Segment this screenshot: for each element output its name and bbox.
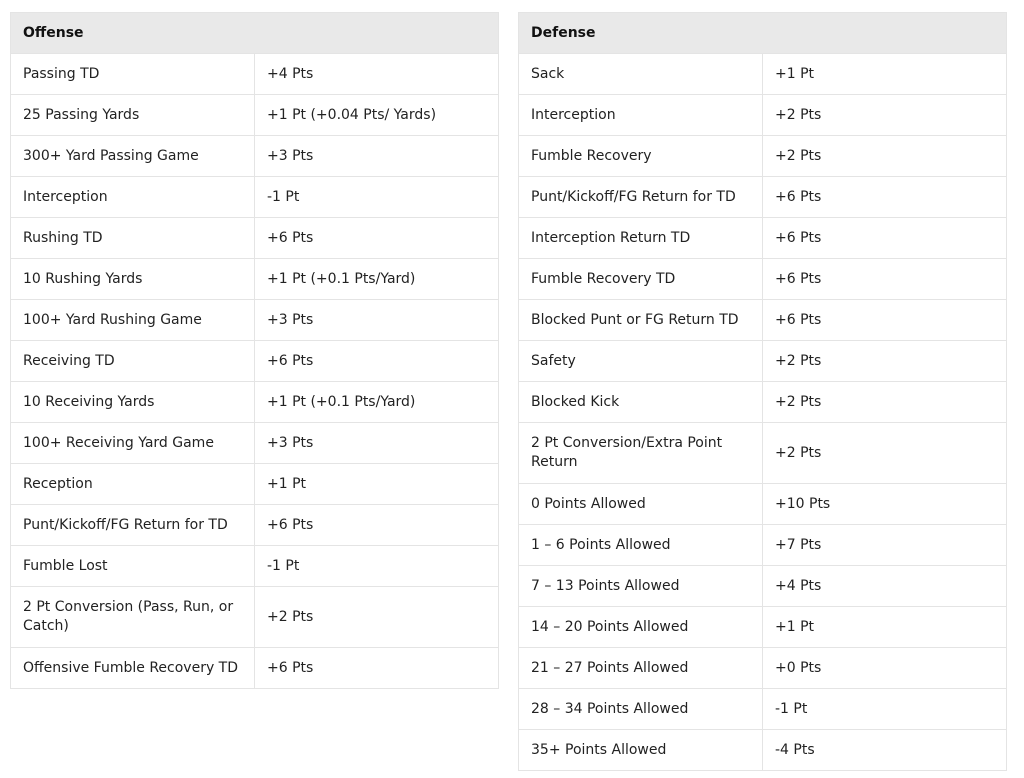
offense-header: Offense xyxy=(11,13,499,54)
stat-points: +6 Pts xyxy=(763,259,1007,300)
table-row xyxy=(11,382,499,423)
stat-points: +4 Pts xyxy=(255,54,499,95)
table-row xyxy=(519,484,1007,525)
stat-label: 1 – 6 Points Allowed xyxy=(519,525,763,566)
stat-label: Punt/Kickoff/FG Return for TD xyxy=(11,505,255,546)
table-row xyxy=(519,648,1007,689)
stat-points: -1 Pt xyxy=(255,546,499,587)
stat-label: 7 – 13 Points Allowed xyxy=(519,566,763,607)
stat-label: 35+ Points Allowed xyxy=(519,730,763,771)
table-row xyxy=(519,525,1007,566)
stat-points: +6 Pts xyxy=(255,218,499,259)
table-row xyxy=(519,177,1007,218)
stat-points: +2 Pts xyxy=(763,382,1007,423)
stat-label: 100+ Yard Rushing Game xyxy=(11,300,255,341)
stat-points: +1 Pt xyxy=(763,607,1007,648)
stat-points: +1 Pt xyxy=(763,54,1007,95)
table-row xyxy=(11,546,499,587)
stat-points: +3 Pts xyxy=(255,136,499,177)
table-row xyxy=(519,136,1007,177)
stat-label: Punt/Kickoff/FG Return for TD xyxy=(519,177,763,218)
stat-label: Passing TD xyxy=(11,54,255,95)
stat-label: 14 – 20 Points Allowed xyxy=(519,607,763,648)
stat-points: +1 Pt (+0.1 Pts/Yard) xyxy=(255,382,499,423)
table-row xyxy=(11,423,499,464)
table-row xyxy=(519,566,1007,607)
table-row xyxy=(519,382,1007,423)
stat-label: 2 Pt Conversion/Extra Point Return xyxy=(519,423,763,484)
stat-label: Fumble Lost xyxy=(11,546,255,587)
stat-points: +6 Pts xyxy=(763,177,1007,218)
defense-header: Defense xyxy=(519,13,1007,54)
table-row xyxy=(519,259,1007,300)
stat-points: +10 Pts xyxy=(763,484,1007,525)
stat-points: +6 Pts xyxy=(255,505,499,546)
stat-points: +7 Pts xyxy=(763,525,1007,566)
stat-points: +3 Pts xyxy=(255,423,499,464)
stat-label: Sack xyxy=(519,54,763,95)
stat-label: Offensive Fumble Recovery TD xyxy=(11,648,255,689)
defense-table xyxy=(518,12,1007,771)
stat-points: +6 Pts xyxy=(763,300,1007,341)
stat-points: +6 Pts xyxy=(763,218,1007,259)
offense-header-row xyxy=(11,13,499,54)
table-row xyxy=(11,177,499,218)
table-row xyxy=(519,607,1007,648)
table-row xyxy=(11,54,499,95)
stat-points: +1 Pt xyxy=(255,464,499,505)
table-row xyxy=(519,95,1007,136)
stat-label: 10 Receiving Yards xyxy=(11,382,255,423)
stat-points: -1 Pt xyxy=(255,177,499,218)
stat-label: Fumble Recovery xyxy=(519,136,763,177)
stat-points: +4 Pts xyxy=(763,566,1007,607)
stat-label: Interception xyxy=(11,177,255,218)
table-row xyxy=(519,54,1007,95)
stat-points: +1 Pt (+0.04 Pts/ Yards) xyxy=(255,95,499,136)
table-row xyxy=(11,464,499,505)
stat-label: Safety xyxy=(519,341,763,382)
table-row xyxy=(11,95,499,136)
table-row xyxy=(519,423,1007,484)
table-row xyxy=(11,341,499,382)
stat-label: Receiving TD xyxy=(11,341,255,382)
stat-label: 28 – 34 Points Allowed xyxy=(519,689,763,730)
stat-points: +2 Pts xyxy=(763,95,1007,136)
stat-label: 10 Rushing Yards xyxy=(11,259,255,300)
stat-label: Blocked Punt or FG Return TD xyxy=(519,300,763,341)
stat-label: Reception xyxy=(11,464,255,505)
stat-label: 2 Pt Conversion (Pass, Run, or Catch) xyxy=(11,587,255,648)
stat-points: +1 Pt (+0.1 Pts/Yard) xyxy=(255,259,499,300)
stat-points: +3 Pts xyxy=(255,300,499,341)
stat-label: 0 Points Allowed xyxy=(519,484,763,525)
defense-header-row xyxy=(519,13,1007,54)
stat-label: Interception xyxy=(519,95,763,136)
stat-points: +6 Pts xyxy=(255,341,499,382)
stat-points: +2 Pts xyxy=(255,587,499,648)
table-row xyxy=(519,730,1007,771)
stat-label: Rushing TD xyxy=(11,218,255,259)
stat-label: 25 Passing Yards xyxy=(11,95,255,136)
table-row xyxy=(519,341,1007,382)
stat-label: Blocked Kick xyxy=(519,382,763,423)
offense-table xyxy=(10,12,499,689)
table-row xyxy=(519,689,1007,730)
stat-label: Interception Return TD xyxy=(519,218,763,259)
stat-label: 21 – 27 Points Allowed xyxy=(519,648,763,689)
table-row xyxy=(11,505,499,546)
stat-points: -1 Pt xyxy=(763,689,1007,730)
stat-points: +0 Pts xyxy=(763,648,1007,689)
stat-label: 300+ Yard Passing Game xyxy=(11,136,255,177)
stat-points: +2 Pts xyxy=(763,136,1007,177)
stat-points: +6 Pts xyxy=(255,648,499,689)
stat-label: 100+ Receiving Yard Game xyxy=(11,423,255,464)
table-row xyxy=(519,300,1007,341)
table-row xyxy=(11,587,499,648)
table-row xyxy=(519,218,1007,259)
table-row xyxy=(11,136,499,177)
table-row xyxy=(11,218,499,259)
table-row xyxy=(11,259,499,300)
stat-points: +2 Pts xyxy=(763,341,1007,382)
table-row xyxy=(11,648,499,689)
stat-label: Fumble Recovery TD xyxy=(519,259,763,300)
table-row xyxy=(11,300,499,341)
stat-points: -4 Pts xyxy=(763,730,1007,771)
stat-points: +2 Pts xyxy=(763,423,1007,484)
